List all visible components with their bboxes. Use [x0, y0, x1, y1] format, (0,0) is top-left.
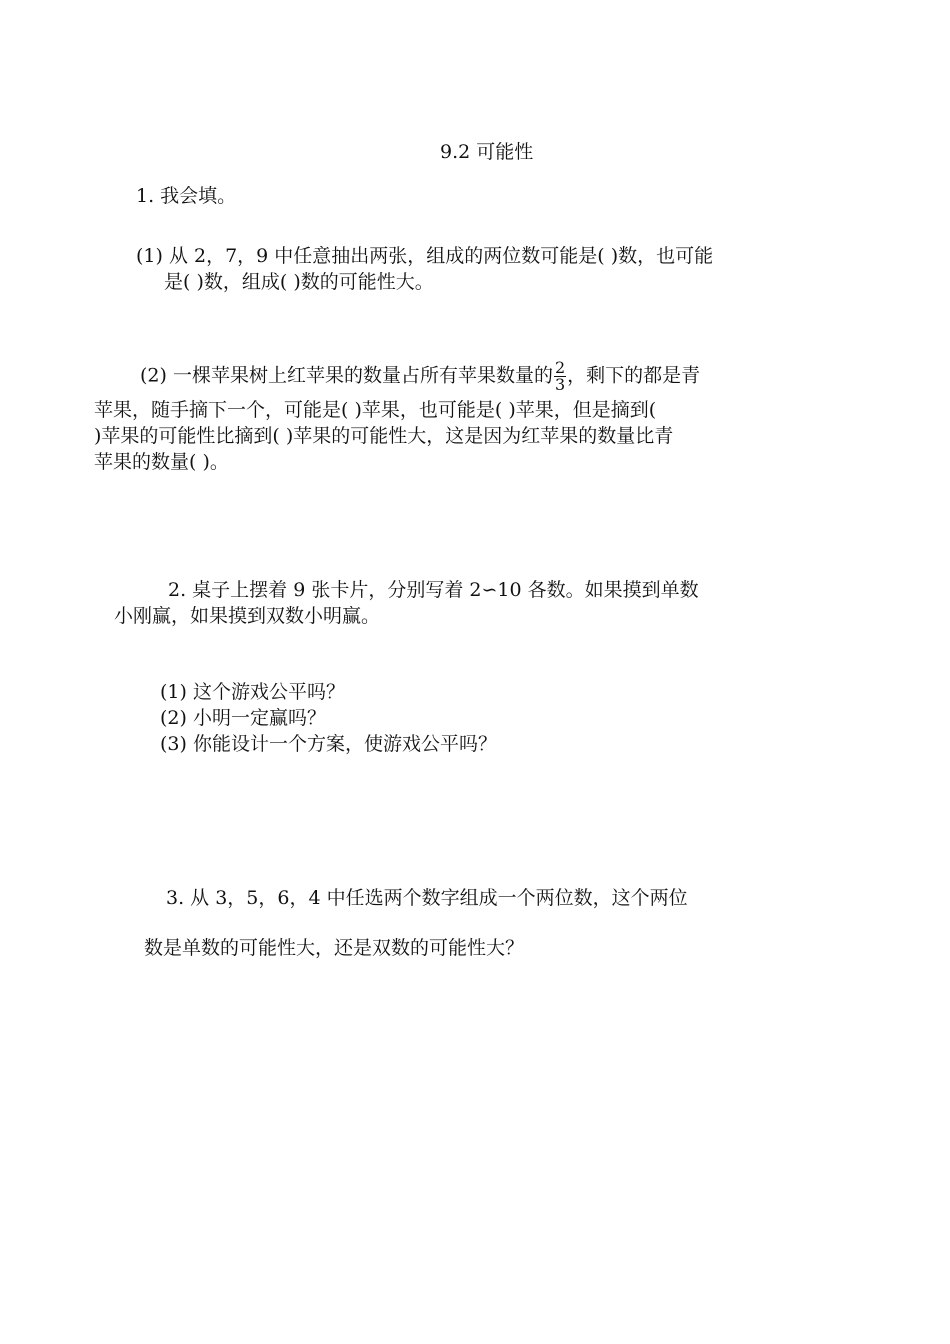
question-1-part-1-line-1: (1) 从 2，7，9 中任意抽出两张，组成的两位数可能是( )数，也可能 [136, 245, 714, 267]
question-1-part-2-line-3: )苹果的可能性比摘到( )苹果的可能性大，这是因为红苹果的数量比青 [94, 425, 674, 447]
question-2-sub-2: (2) 小明一定赢吗？ [160, 707, 326, 729]
question-3-line-1: 3. 从 3，5，6，4 中任选两个数字组成一个两位数，这个两位 [166, 887, 688, 909]
question-1-part-2-line-4: 苹果的数量( )。 [94, 451, 229, 473]
part-2-text-after-fraction: ，剩下的都是青 [567, 364, 701, 387]
fraction-numerator: 2 [554, 358, 566, 377]
fraction-two-thirds [554, 360, 566, 393]
question-2-sub-3: (3) 你能设计一个方案，使游戏公平吗？ [160, 733, 497, 755]
fraction-denominator: 3 [554, 375, 566, 394]
question-1-part-1-line-2: 是( )数，组成( )数的可能性大。 [164, 271, 434, 293]
question-1-part-2-line-1 [140, 360, 700, 393]
question-2-line-2: 小刚赢，如果摸到双数小明赢。 [114, 605, 381, 627]
question-3-line-2: 数是单数的可能性大，还是双数的可能性大？ [144, 937, 525, 959]
question-1-heading: 1. 我会填。 [136, 185, 237, 207]
question-1-part-2-line-2: 苹果，随手摘下一个，可能是( )苹果，也可能是( )苹果，但是摘到( [94, 399, 657, 421]
part-2-text-before-fraction: (2) 一棵苹果树上红苹果的数量占所有苹果数量的 [140, 364, 553, 387]
page-title: 9.2 可能性 [440, 141, 534, 163]
question-2-sub-1: (1) 这个游戏公平吗？ [160, 681, 345, 703]
question-2-line-1: 2. 桌子上摆着 9 张卡片，分别写着 2∽10 各数。如果摸到单数 [168, 579, 699, 601]
